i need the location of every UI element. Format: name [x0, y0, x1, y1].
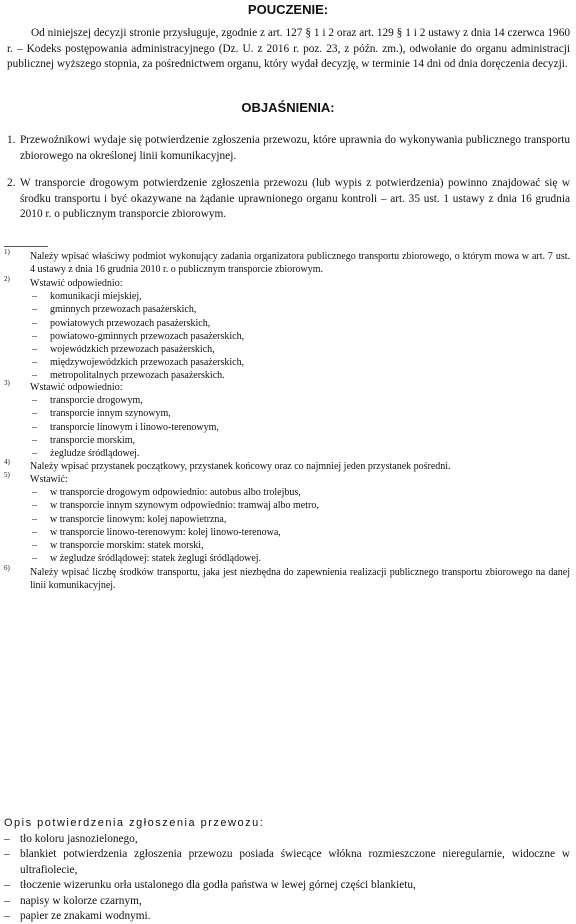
- footnote-list-item-text: transporcie innym szynowym,: [50, 408, 171, 420]
- dash-bullet: –: [32, 540, 37, 552]
- footnote: [4, 460, 570, 473]
- footnote-list-item-text: w żegludze śródlądowej: statek żeglugi śródlądowej.: [50, 553, 262, 565]
- footnote-list-item-text: gminnych przewozach pasażerskich,: [50, 304, 197, 316]
- footnote-text: Należy wpisać przystanek początkowy, przystanek końcowy oraz co najmniej jeden przystanek pośredni.: [30, 461, 451, 472]
- footnote-text: Należy wpisać właściwy podmiot wykonujący zadania organizatora publicznego transportu zbiorowego, o którym mowa w art. 7 ust. 4 ustawy z dnia 16 grudnia 2010 r. o publicznym transporcie zbiorowym.: [30, 251, 570, 276]
- dash-bullet: –: [32, 395, 37, 407]
- opis-item: [4, 832, 570, 847]
- footnote: [4, 250, 570, 276]
- footnote-list-item: [30, 303, 570, 316]
- pouczenie-title: POUCZENIE:: [247, 2, 329, 17]
- footnote-list-item-text: w transporcie drogowym odpowiednio: autobus albo trolejbus,: [50, 487, 301, 499]
- dash-bullet: –: [32, 408, 37, 420]
- footnote-list-item: [30, 552, 570, 565]
- dash-bullet: –: [4, 894, 10, 907]
- footnote-list-item: [30, 394, 570, 407]
- footnote-list-item: [30, 290, 570, 303]
- dash-bullet: –: [32, 304, 37, 316]
- dash-bullet: –: [32, 330, 37, 342]
- footnote-list-item: [30, 526, 570, 539]
- objasnienie-text: Przewoźnikowi wydaje się potwierdzenie zgłoszenia przewozu, które uprawnia do wykonywania publicznego transportu zbiorowego na określonej linii komunikacyjnej.: [20, 134, 570, 162]
- footnote-list-item-text: komunikacji miejskiej,: [50, 291, 142, 303]
- opis-heading: Opis potwierdzenia zgłoszenia przewozu:: [4, 817, 265, 829]
- dash-bullet: –: [4, 910, 10, 923]
- footnote-list-item: [30, 330, 570, 343]
- objasnienia-title: OBJAŚNIENIA:: [241, 100, 335, 115]
- footnote: [4, 381, 570, 460]
- dash-bullet: –: [32, 487, 37, 499]
- dash-bullet: –: [32, 357, 37, 369]
- dash-bullet: –: [32, 434, 37, 446]
- opis-item: [4, 909, 570, 924]
- objasnienie-item: [7, 133, 570, 164]
- dash-bullet: –: [32, 526, 37, 538]
- footnote-list-item: [30, 343, 570, 356]
- dash-bullet: –: [32, 317, 37, 329]
- dash-bullet: –: [32, 344, 37, 356]
- dash-bullet: –: [32, 370, 37, 382]
- footnote-list-item-text: metropolitalnych przewozach pasażerskich.: [50, 370, 225, 382]
- footnote-list-item: [30, 407, 570, 420]
- footnote-mark: 2): [4, 275, 10, 283]
- footnote-list-item: [30, 434, 570, 447]
- opis-item: [4, 878, 570, 893]
- opis-item: [4, 894, 570, 909]
- dash-bullet: –: [32, 513, 37, 525]
- footnote-list-item-text: transporcie drogowym,: [50, 395, 143, 407]
- footnote-list-item: [30, 499, 570, 512]
- dash-bullet: –: [4, 833, 10, 845]
- footnote-list-item-text: w transporcie morskim: statek morski,: [50, 540, 204, 552]
- footnote-text: Wstawić odpowiednio:: [30, 382, 123, 393]
- footnote-list-item-text: powiatowo-gminnych przewozach pasażerskich,: [50, 330, 245, 342]
- dash-bullet: –: [32, 448, 37, 460]
- opis-item-text: tło koloru jasnozielonego,: [20, 833, 138, 845]
- footnote-separator: [4, 246, 48, 247]
- opis-item-text: papier ze znakami wodnymi.: [20, 910, 151, 923]
- opis-item-text: napisy w kolorze czarnym,: [20, 894, 142, 907]
- objasnienie-item: [7, 176, 570, 223]
- pouczenie-text: Od niniejszej decyzji stronie przysługuje, zgodnie z art. 127 § 1 i 2 oraz art. 129 § 1 i 2 ustawy z dnia 14 czerwca 1960 r. – Kodeks postępowania administracyjnego (Dz. U. z 2016 r. poz. 23, z późn. zm.), odwołanie do organu administracji publicznej wyższego stopnia, za pośrednictwem organu, który wydał decyzję, w terminie 14 dni od dnia doręczenia decyzji.: [7, 27, 570, 71]
- footnote-list-item: [30, 513, 570, 526]
- footnote-mark: 3): [4, 379, 10, 387]
- objasnienie-number: 1.: [7, 134, 16, 146]
- footnote-list-item-text: transporcie linowym i linowo-terenowym,: [50, 421, 219, 433]
- footnote: [4, 566, 570, 592]
- footnote: [4, 473, 570, 565]
- footnote-list-item-text: w transporcie innym szynowym odpowiednio: tramwaj albo metro,: [50, 500, 319, 512]
- footnote-text: Należy wpisać liczbę środków transportu, jaka jest niezbędna do zapewnienia realizacji publicznego transportu zbiorowego na danej linii komunikacyjnej.: [30, 567, 570, 592]
- dash-bullet: –: [32, 291, 37, 303]
- dash-bullet: –: [32, 500, 37, 512]
- opis-item-text: blankiet potwierdzenia zgłoszenia przewozu posiada świecące włókna rozmieszczone nieregularnie, widoczne w ultrafiolecie,: [20, 848, 570, 876]
- footnote-list-item-text: w transporcie linowym: kolej napowietrzna,: [50, 513, 227, 525]
- footnote: [4, 277, 570, 383]
- dash-bullet: –: [32, 421, 37, 433]
- opis-item: [4, 847, 570, 878]
- footnote-list-item-text: w transporcie linowo-terenowym: kolej linowo-terenowa,: [50, 526, 281, 538]
- footnote-mark: 6): [4, 564, 10, 572]
- footnote-list-item: [30, 447, 570, 460]
- footnote-list-item-text: międzywojewódzkich przewozach pasażerskich,: [50, 357, 245, 369]
- footnote-list-item-text: wojewódzkich przewozach pasażerskich,: [50, 344, 215, 356]
- footnote-text: Wstawić:: [30, 474, 68, 485]
- footnote-list-item-text: powiatowych przewozach pasażerskich,: [50, 317, 211, 329]
- opis-list: [4, 832, 570, 924]
- footnote-list-item: [30, 356, 570, 369]
- objasnienie-number: 2.: [7, 177, 16, 189]
- footnote-list-item: [30, 421, 570, 434]
- footnote-list-item-text: transporcie morskim,: [50, 434, 135, 446]
- dash-bullet: –: [4, 848, 10, 861]
- footnote-list-item: [30, 486, 570, 499]
- dash-bullet: –: [4, 879, 10, 892]
- footnote-mark: 4): [4, 458, 10, 466]
- footnote-list-item: [30, 539, 570, 552]
- footnote-text: Wstawić odpowiednio:: [30, 278, 123, 289]
- dash-bullet: –: [32, 553, 37, 565]
- footnote-mark: 1): [4, 248, 10, 256]
- footnote-list-item-text: żegludze śródlądowej.: [50, 448, 140, 460]
- opis-item-text: tłoczenie wizerunku orła ustalonego dla godła państwa w lewej górnej części blankietu,: [20, 879, 416, 892]
- footnote-mark: 5): [4, 471, 10, 479]
- objasnienie-text: W transporcie drogowym potwierdzenie zgłoszenia przewozu (lub wypis z potwierdzenia) powinno znajdować się w środku transportu i być okazywane na żądanie uprawnionego organu kontroli – art. 35 ust. 1 ustawy z dnia 16 grudnia 2010 r. o publicznym transporcie zbiorowym.: [20, 177, 570, 221]
- footnote-list-item: [30, 317, 570, 330]
